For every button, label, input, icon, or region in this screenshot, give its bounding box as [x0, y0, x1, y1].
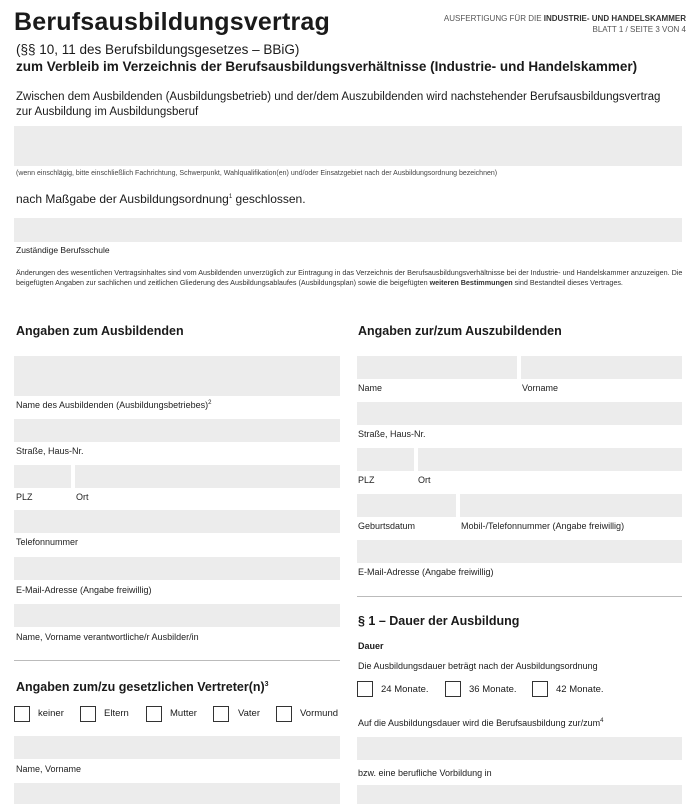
trainee-ort-field[interactable] — [418, 448, 682, 471]
trainer-phone-label: Telefonnummer — [16, 537, 79, 547]
trainee-mobile-field[interactable] — [460, 494, 682, 517]
intro-text: Zwischen dem Ausbildenden (Ausbildungsbetrieb) und der/dem Auszubildenden wird nachstehender Berufsausbildungsvertrag zur Ausbildung im Ausbildungsberuf — [16, 91, 661, 118]
duration-subheading: Dauer — [358, 641, 384, 651]
checkbox-guardian[interactable] — [276, 706, 292, 722]
legal-rep-name-field[interactable] — [14, 736, 340, 759]
trainee-ort-label: Ort — [418, 475, 431, 485]
trainee-heading: Angaben zur/zum Auszubildenden — [358, 324, 562, 338]
trainee-mobile-label: Mobil-/Telefonnummer (Angabe freiwillig) — [461, 521, 625, 531]
legal-rep-heading — [16, 680, 269, 694]
trainer-email-field[interactable] — [14, 557, 340, 580]
trainee-firstname-field[interactable] — [521, 356, 682, 379]
trainee-email-label: E-Mail-Adresse (Angabe freiwillig) — [358, 567, 494, 577]
changes-bold: weiteren Bestimmungen — [429, 278, 513, 287]
trainer-name-label-text: Name des Ausbildenden (Ausbildungsbetriebes) — [16, 400, 209, 410]
footnote-2: 2 — [208, 400, 212, 406]
trainee-birthdate-field[interactable] — [357, 494, 456, 517]
trainee-street-label: Straße, Haus-Nr. — [358, 429, 426, 439]
trainee-name-field[interactable] — [357, 356, 517, 379]
checkbox-24-months[interactable] — [357, 681, 373, 697]
legal-rep-next-field[interactable] — [14, 783, 340, 804]
trainer-ort-label: Ort — [76, 492, 89, 502]
document-title: Berufsausbildungsvertrag — [14, 8, 330, 36]
prior-education-text: bzw. eine berufliche Vorbildung in — [358, 768, 492, 778]
training-occupation-field[interactable] — [14, 126, 682, 166]
trainer-street-field[interactable] — [14, 419, 340, 442]
copy-prefix: AUSFERTIGUNG FÜR DIE — [443, 14, 542, 23]
reduction-text-main: Auf die Ausbildungsdauer wird die Berufsausbildung zur/zum — [358, 718, 601, 728]
legal-reference: (§§ 10, 11 des Berufsbildungsgesetzes – BBiG) — [16, 42, 300, 57]
responsible-trainer-field[interactable] — [14, 604, 340, 627]
copy-notice — [444, 13, 686, 35]
trainer-phone-field[interactable] — [14, 510, 340, 533]
regulation-text-b: geschlossen. — [235, 192, 306, 206]
trainee-street-field[interactable] — [357, 402, 682, 425]
checkbox-father[interactable] — [213, 706, 229, 722]
checkbox-36-months[interactable] — [445, 681, 461, 697]
legal-rep-name-label: Name, Vorname — [16, 764, 82, 774]
changes-text-b: sind Bestandteil dieses Vertrages. — [514, 278, 623, 287]
trainer-name-field[interactable] — [14, 356, 340, 396]
legal-rep-heading-text: Angaben zum/zu gesetzlichen Vertreter(n) — [16, 680, 265, 694]
vocational-school-field[interactable] — [14, 218, 682, 242]
trainer-heading: Angaben zum Ausbildenden — [16, 324, 184, 338]
copy-target: INDUSTRIE- UND HANDELSKAMMER — [543, 14, 686, 23]
checkbox-guardian-label: Vormund — [300, 708, 339, 719]
checkbox-father-label: Vater — [238, 708, 261, 719]
trainee-email-field[interactable] — [357, 540, 682, 563]
footnote-3: 3 — [264, 680, 269, 688]
checkbox-none-label: keiner — [38, 708, 64, 719]
occupation-hint: (wenn einschlägig, bitte einschließlich Fachrichtung, Schwerpunkt, Wahlqualifikation(en) und/oder Einsatzgebiet nach der Ausbildungsordnung bezeichnen) — [16, 170, 498, 177]
trainer-name-label — [16, 400, 211, 410]
checkbox-42-months-label: 42 Monate. — [556, 684, 604, 695]
document-subtitle: zum Verbleib im Verzeichnis der Berufsausbildungsverhältnisse (Industrie- und Handelskammer) — [16, 59, 638, 74]
prior-education-field[interactable] — [357, 785, 682, 804]
divider — [357, 596, 682, 597]
trainer-street-label: Straße, Haus-Nr. — [16, 446, 84, 456]
checkbox-mother[interactable] — [146, 706, 162, 722]
checkbox-none[interactable] — [14, 706, 30, 722]
checkbox-24-months-label: 24 Monate. — [381, 684, 429, 695]
sheet-info: BLATT 1 / SEITE 3 VON 4 — [592, 25, 686, 34]
checkbox-parents[interactable] — [80, 706, 96, 722]
checkbox-parents-label: Eltern — [104, 708, 129, 719]
checkbox-mother-label: Mutter — [170, 708, 197, 719]
duration-heading: § 1 – Dauer der Ausbildung — [358, 614, 520, 628]
regulation-text — [16, 192, 306, 206]
trainee-birthdate-label: Geburtsdatum — [358, 521, 416, 531]
trainee-firstname-label: Vorname — [522, 383, 559, 393]
changes-notice — [16, 268, 686, 288]
trainer-email-label: E-Mail-Adresse (Angabe freiwillig) — [16, 585, 152, 595]
reduction-text — [358, 718, 604, 728]
changes-text-a: Änderungen des wesentlichen Vertragsinhaltes sind vom Ausbildenden unverzüglich zur Eintragung in das Verzeichnis der Berufsausbildungsverhältnisse bei der Industrie- und Handelskammer anzuzeigen. Die beigefügten Angaben zur sachlichen und zeitlichen Gliederung des Ausbildungsablaufes (Ausbildungsplan) sowie die beigefügten — [16, 268, 683, 287]
footnote-4: 4 — [600, 718, 604, 724]
divider — [14, 660, 340, 661]
regulation-text-a: nach Maßgabe der Ausbildungsordnung — [16, 192, 229, 206]
trainee-name-label: Name — [358, 383, 383, 393]
checkbox-42-months[interactable] — [532, 681, 548, 697]
vocational-school-label: Zuständige Berufsschule — [16, 245, 110, 255]
trainer-plz-label: PLZ — [16, 492, 33, 502]
prior-training-field[interactable] — [357, 737, 682, 760]
duration-text: Die Ausbildungsdauer beträgt nach der Ausbildungsordnung — [358, 661, 598, 671]
checkbox-36-months-label: 36 Monate. — [469, 684, 517, 695]
trainer-ort-field[interactable] — [75, 465, 340, 488]
trainer-plz-field[interactable] — [14, 465, 71, 488]
responsible-trainer-label: Name, Vorname verantwortliche/r Ausbilder/in — [16, 632, 199, 642]
footnote-1: 1 — [228, 194, 233, 200]
trainee-plz-field[interactable] — [357, 448, 414, 471]
trainee-plz-label: PLZ — [358, 475, 375, 485]
